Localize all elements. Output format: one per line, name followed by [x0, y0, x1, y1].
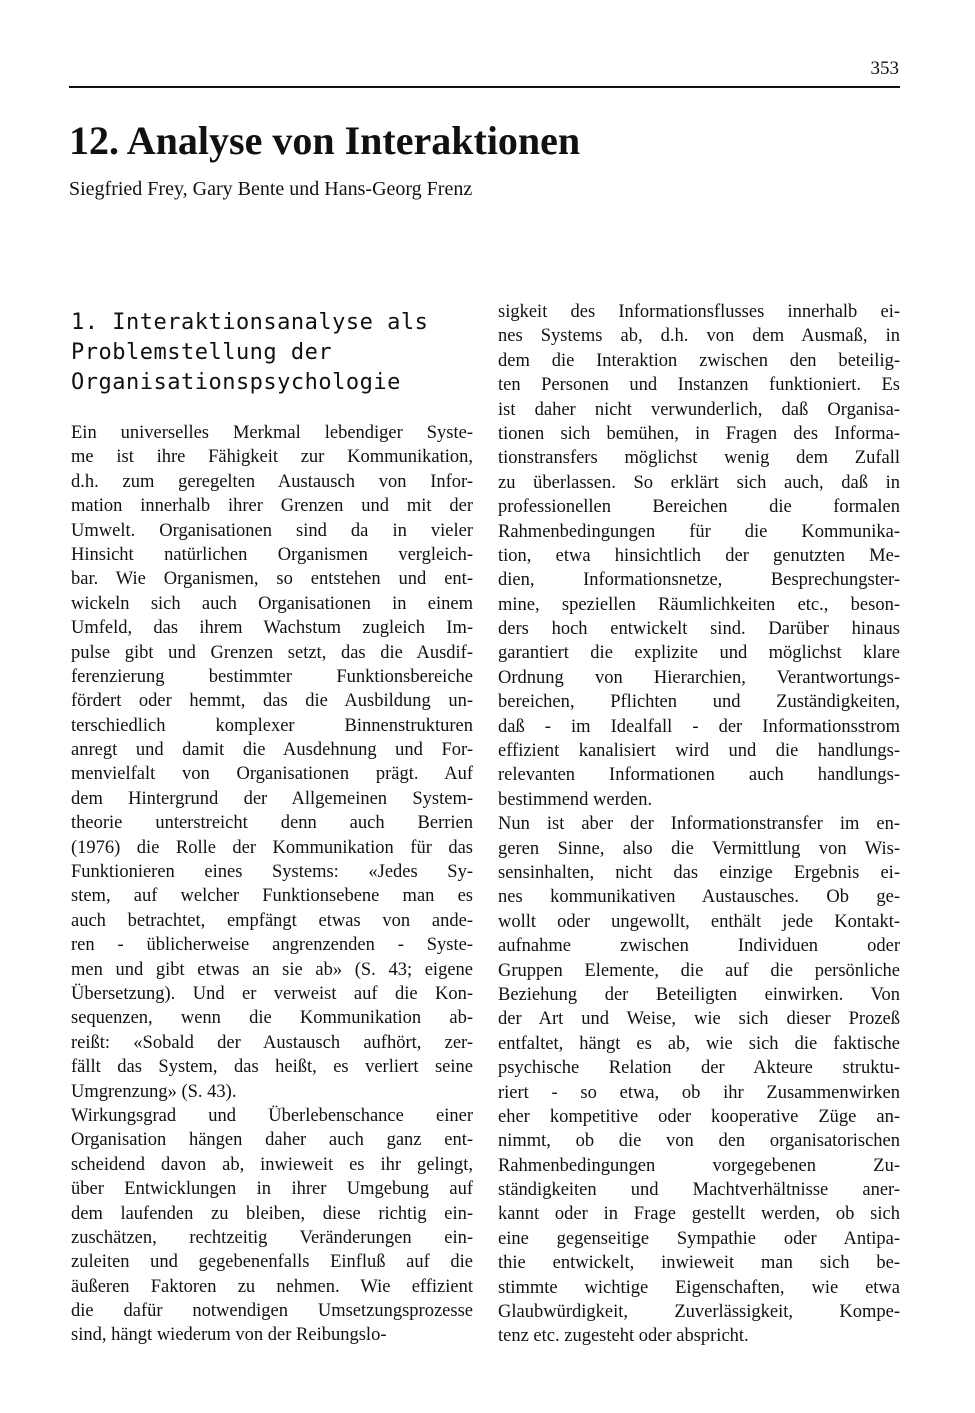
text-line: Nun ist aber der Informationstransfer im en-: [498, 814, 900, 835]
text-line: reißt: «Sobald der Austausch aufhört, zer-: [71, 1032, 473, 1053]
text-line: der Art und Weise, wie sich dieser Prozeß: [498, 1009, 900, 1030]
section-heading: [71, 308, 473, 398]
text-line: Ein universelles Merkmal lebendiger Syste-: [71, 423, 473, 443]
text-line: bar. Wie Organismen, so entstehen und ent-: [71, 569, 473, 590]
text-line: Rahmenbedingungen vorgegebenen Zu-: [498, 1155, 900, 1176]
text-line: nimmt, ob die von den organisatorischen: [498, 1131, 900, 1152]
text-line: sensinhalten, nicht das einzige Ergebnis ei-: [498, 862, 900, 883]
text-line: Umfeld, das ihrem Wachstum zugleich Im-: [71, 618, 473, 639]
text-line: Ordnung von Hierarchien, Verantwortungs-: [498, 667, 900, 688]
text-line: Glaubwürdigkeit, Zuverlässigkeit, Kompe-: [498, 1302, 900, 1323]
text-line: sigkeit des Informationsflusses innerhalb ei-: [498, 302, 900, 322]
text-line: zu überlassen. So erklärt sich auch, daß in: [498, 472, 900, 493]
text-line: theorie unterstreicht denn auch Berrien: [71, 813, 473, 834]
text-line: Gruppen Elemente, die auf die persönliche: [498, 960, 900, 981]
text-line: effizient kanalisiert wird und die handlungs-: [498, 741, 900, 762]
text-line: ten Personen und Instanzen funktioniert. Es: [498, 375, 900, 396]
text-line: zuschätzen, rechtzeitig Veränderungen ein-: [71, 1227, 473, 1248]
page-number: 353: [870, 58, 899, 79]
text-line: scheidend davon ab, inwieweit es ihr gelingt,: [71, 1154, 473, 1175]
text-line: dem laufenden zu bleiben, diese richtig ein-: [71, 1203, 473, 1224]
text-line: nes Systems ab, d.h. von dem Ausmaß, in: [498, 326, 900, 347]
text-line: nes kommunikativen Austausches. Ob ge-: [498, 887, 900, 908]
text-line: fördert oder hemmt, das die Ausbildung un-: [71, 691, 473, 712]
text-line: wollt oder ungewollt, enthält jede Kontakt-: [498, 911, 900, 932]
text-line: Funktionieren eines Systems: «Jedes Sy-: [71, 862, 473, 883]
text-line: eine gegenseitige Sympathie oder Antipa-: [498, 1228, 900, 1249]
text-line: bestimmend werden.: [498, 789, 653, 810]
text-line: auch betrachtet, empfängt etwas von ande-: [71, 910, 473, 931]
text-line: d.h. zum geregelten Austausch von Infor-: [71, 471, 473, 492]
text-line: professionellen Bereichen die formalen: [498, 497, 900, 518]
text-line: me ist ihre Fähigkeit zur Kommunikation,: [71, 447, 473, 468]
text-line: ist daher nicht verwunderlich, daß Organisa-: [498, 399, 900, 420]
text-line: eher kompetitive oder kooperative Züge an-: [498, 1106, 900, 1127]
text-line: wickeln sich auch Organisationen in einem: [71, 593, 473, 614]
text-line: terschiedlich komplexer Binnenstrukturen: [71, 715, 473, 736]
text-line: dien, Informationsnetze, Besprechungster-: [498, 570, 900, 591]
text-line: men und gibt etwas an sie ab» (S. 43; eigene: [71, 959, 473, 980]
text-line: tenz etc. zugesteht oder abspricht.: [498, 1326, 749, 1347]
text-line: über Entwicklungen in ihrer Umgebung auf: [71, 1179, 473, 1200]
text-line: geren Sinne, also die Vermittlung von Wis-: [498, 838, 900, 859]
text-line: tion, etwa hinsichtlich der genutzten Me-: [498, 545, 900, 566]
text-line: daß - im Idealfall - der Informationsstrom: [498, 716, 900, 737]
text-line: dem Hintergrund der Allgemeinen System-: [71, 788, 473, 809]
text-line: ständigkeiten und Machtverhältnisse aner-: [498, 1180, 900, 1201]
section-heading-line: 1. Interaktionsanalyse als: [71, 310, 429, 335]
text-line: fällt das System, das heißt, es verliert seine: [71, 1057, 473, 1078]
chapter-title: 12. Analyse von Interaktionen: [69, 118, 581, 163]
text-line: stem, auf welcher Funktionsebene man es: [71, 886, 473, 907]
text-line: Organisation hängen daher auch ganz ent-: [71, 1130, 473, 1151]
text-line: sind, hängt wiederum von der Reibungslo-: [71, 1325, 387, 1346]
left-column-text: [71, 421, 473, 1348]
text-line: relevanten Informationen auch handlungs-: [498, 765, 900, 786]
text-line: pulse gibt und Grenzen setzt, das die Ausdif-: [71, 642, 473, 663]
text-line: menvielfalt von Organisationen prägt. Auf: [71, 764, 473, 785]
text-line: riert - so etwa, ob ihr Zusammenwirken: [498, 1082, 900, 1103]
text-line: äußeren Faktoren zu nehmen. Wie effizient: [71, 1276, 473, 1297]
section-heading-line: Problemstellung der: [71, 340, 333, 365]
header-rule: [69, 86, 900, 88]
text-line: aufnahme zwischen Individuen oder: [498, 936, 900, 957]
chapter-authors: Siegfried Frey, Gary Bente und Hans-Georg Frenz: [69, 178, 473, 200]
text-line: tionstransfers möglichst wenig dem Zufall: [498, 448, 900, 469]
text-line: dem die Interaktion zwischen den beteilig-: [498, 350, 900, 371]
text-line: sequenzen, wenn die Kommunikation ab-: [71, 1008, 473, 1029]
text-line: ren - üblicherweise angrenzenden - Syste-: [71, 935, 473, 956]
text-line: mine, speziellen Räumlichkeiten etc., beson-: [498, 594, 900, 615]
text-line: Übersetzung). Und er verweist auf die Kon-: [71, 983, 473, 1004]
text-line: garantiert die explizite und möglichst klare: [498, 643, 900, 664]
text-line: stimmte wichtige Eigenschaften, wie etwa: [498, 1277, 900, 1298]
text-line: Hinsicht natürlichen Organismen vergleich-: [71, 544, 473, 565]
text-line: thie entwickelt, inwieweit man sich be-: [498, 1253, 900, 1274]
text-line: psychische Relation der Akteure struktu-: [498, 1058, 900, 1079]
text-line: die dafür notwendigen Umsetzungsprozesse: [71, 1301, 473, 1322]
text-line: kannt oder in Frage gestellt werden, ob sich: [498, 1204, 900, 1225]
text-line: entfaltet, hängt es ab, wie sich die faktische: [498, 1033, 900, 1054]
text-line: bereichen, Pflichten und Zuständigkeiten,: [498, 692, 900, 713]
text-line: tionen sich bemühen, in Fragen des Informa-: [498, 423, 900, 444]
text-line: zuleiten und gegebenenfalls Einfluß auf die: [71, 1252, 473, 1273]
text-line: Umwelt. Organisationen sind da in vieler: [71, 520, 473, 541]
text-line: Umgrenzung» (S. 43).: [71, 1081, 237, 1102]
right-column-text: [498, 300, 900, 1349]
text-line: anregt und damit die Ausdehnung und For-: [71, 740, 473, 761]
text-line: ders hoch entwickelt sind. Darüber hinaus: [498, 619, 900, 640]
text-line: Beziehung der Beteiligten einwirken. Von: [498, 984, 900, 1005]
text-line: mation innerhalb ihrer Grenzen und mit der: [71, 496, 473, 517]
section-heading-line: Organisationspsychologie: [71, 370, 401, 395]
text-line: (1976) die Rolle der Kommunikation für das: [71, 837, 473, 858]
text-line: Wirkungsgrad und Überlebenschance einer: [71, 1105, 473, 1126]
text-line: Rahmenbedingungen für die Kommunika-: [498, 521, 900, 542]
text-line: ferenzierung bestimmter Funktionsbereiche: [71, 666, 473, 687]
